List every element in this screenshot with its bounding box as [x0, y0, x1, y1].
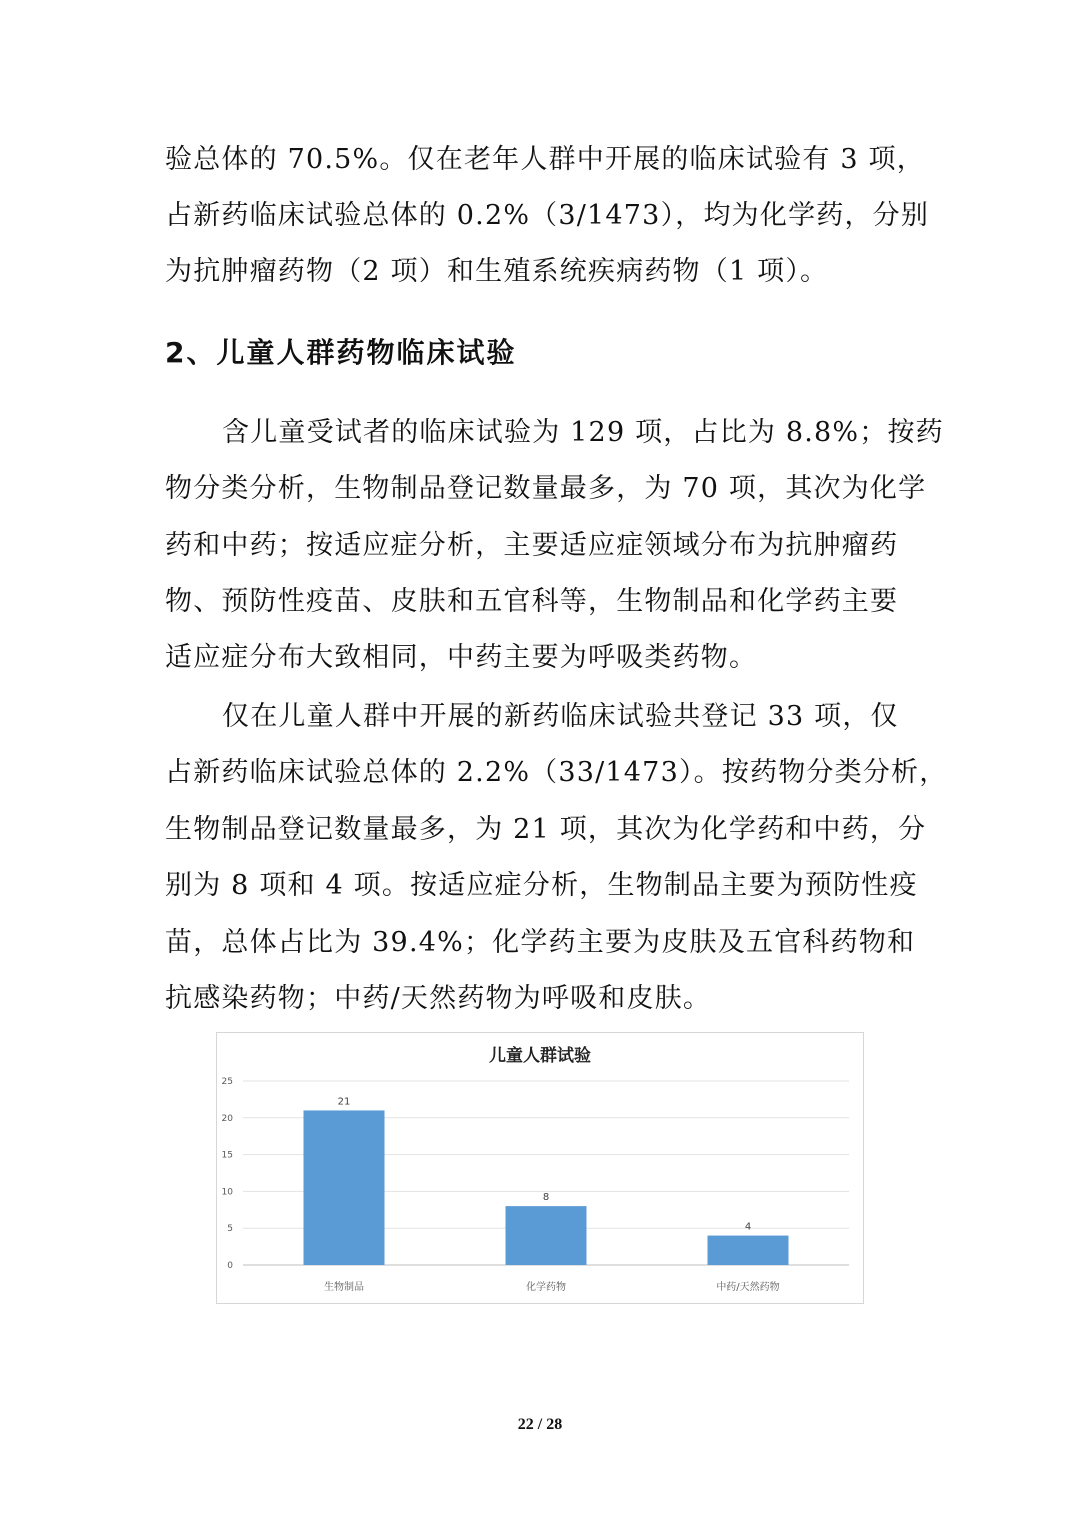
data-label: 8 [542, 1192, 550, 1204]
y-tick-label: 15 [221, 1150, 233, 1161]
chart-title: 儿童人群试验 [489, 1046, 591, 1066]
text-line: 物、预防性疫苗、皮肤和五官科等，生物制品和化学药主要 [165, 586, 899, 617]
bar [304, 1110, 385, 1265]
section-heading: 2、儿童人群药物临床试验 [165, 336, 517, 369]
y-tick-label: 0 [227, 1261, 233, 1271]
text-line: 生物制品登记数量最多，为 21 项，其次为化学药和中药，分 [165, 814, 927, 845]
text-line: 验总体的 70.5%。仅在老年人群中开展的临床试验有 3 项， [165, 144, 925, 175]
y-tick-label: 10 [221, 1187, 233, 1198]
text-line: 仅在儿童人群中开展的新药临床试验共登记 33 项，仅 [222, 701, 899, 732]
text-line: 含儿童受试者的临床试验为 129 项，占比为 8.8%；按药 [222, 417, 944, 448]
y-tick-label: 5 [227, 1224, 233, 1235]
y-tick-label: 20 [221, 1113, 233, 1124]
x-tick-label: 化学药物 [526, 1282, 566, 1293]
x-tick-label: 生物制品 [324, 1282, 364, 1293]
data-label: 4 [744, 1221, 752, 1233]
x-tick-label: 中药/天然药物 [716, 1282, 780, 1293]
bar [506, 1206, 587, 1265]
text-line: 苗，总体占比为 39.4%；化学药主要为皮肤及五官科药物和 [165, 927, 916, 958]
data-label: 21 [337, 1096, 351, 1108]
bar-chart [216, 1032, 864, 1304]
chart-canvas [217, 1033, 863, 1303]
page-number: 22 / 28 [517, 1416, 563, 1433]
text-line: 别为 8 项和 4 项。按适应症分析，生物制品主要为预防性疫 [165, 870, 918, 901]
text-line: 药和中药；按适应症分析，主要适应症领域分布为抗肿瘤药 [165, 530, 899, 561]
bar [708, 1236, 789, 1265]
text-line: 占新药临床试验总体的 0.2%（3/1473），均为化学药，分别 [165, 200, 930, 231]
text-line: 物分类分析，生物制品登记数量最多，为 70 项，其次为化学 [165, 473, 927, 504]
text-line: 适应症分布大致相同，中药主要为呼吸类药物。 [165, 642, 758, 673]
text-line: 为抗肿瘤药物（2 项）和生殖系统疾病药物（1 项）。 [165, 256, 829, 287]
y-tick-label: 25 [221, 1077, 233, 1087]
text-line: 抗感染药物；中药/天然药物为呼吸和皮肤。 [165, 983, 712, 1014]
text-line: 占新药临床试验总体的 2.2%（33/1473）。按药物分类分析， [165, 757, 948, 788]
